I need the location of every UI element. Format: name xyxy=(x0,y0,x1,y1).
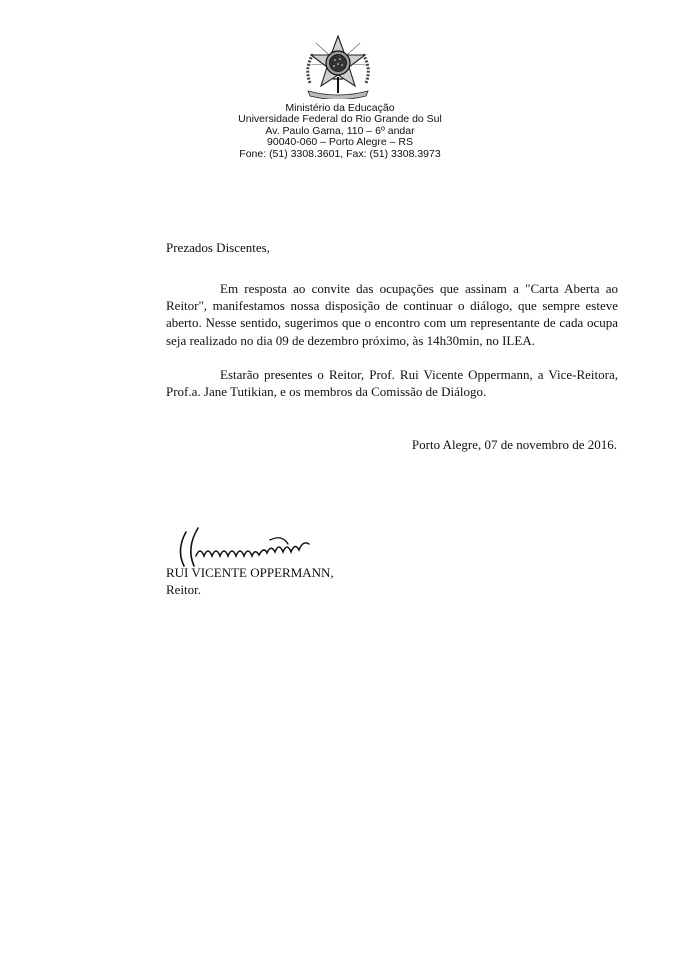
letterhead-line-ministry: Ministério da Educação xyxy=(285,102,395,114)
letterhead-line-address: Av. Paulo Gama, 110 – 6º andar xyxy=(265,124,415,137)
letterhead-line-university: Universidade Federal do Rio Grande do Sul xyxy=(238,113,442,126)
signer-name: RUI VICENTE OPPERMANN, xyxy=(166,565,334,580)
brazil-coat-of-arms-icon xyxy=(300,33,376,99)
body-paragraph-1: Em resposta ao convite das ocupações que assinam a "Carta Aberta ao Reitor", manifestamos nossa disposição de continuar o diálogo, que sempre esteve aberto. Nesse sentido, sugerimos que o encontro com um representante de cada ocupa seja realizado no dia 09 de dezembro próximo, às 14h30min, no ILEA. xyxy=(166,281,618,348)
letterhead-line-postal: 90040-060 – Porto Alegre – RS xyxy=(267,136,413,149)
letterhead-line-phone: Fone: (51) 3308.3601, Fax: (51) 3308.3973 xyxy=(239,147,441,160)
place-date: Porto Alegre, 07 de novembro de 2016. xyxy=(411,437,617,452)
letterhead xyxy=(180,103,500,160)
salutation: Prezados Discentes, xyxy=(166,240,270,255)
signer-title: Reitor. xyxy=(166,582,202,597)
body-paragraph-2: Estarão presentes o Reitor, Prof. Rui Vicente Oppermann, a Vice-Reitora, Prof.a. Jane Tutikian, e os membros da Comissão de Diálogo. xyxy=(166,367,618,400)
